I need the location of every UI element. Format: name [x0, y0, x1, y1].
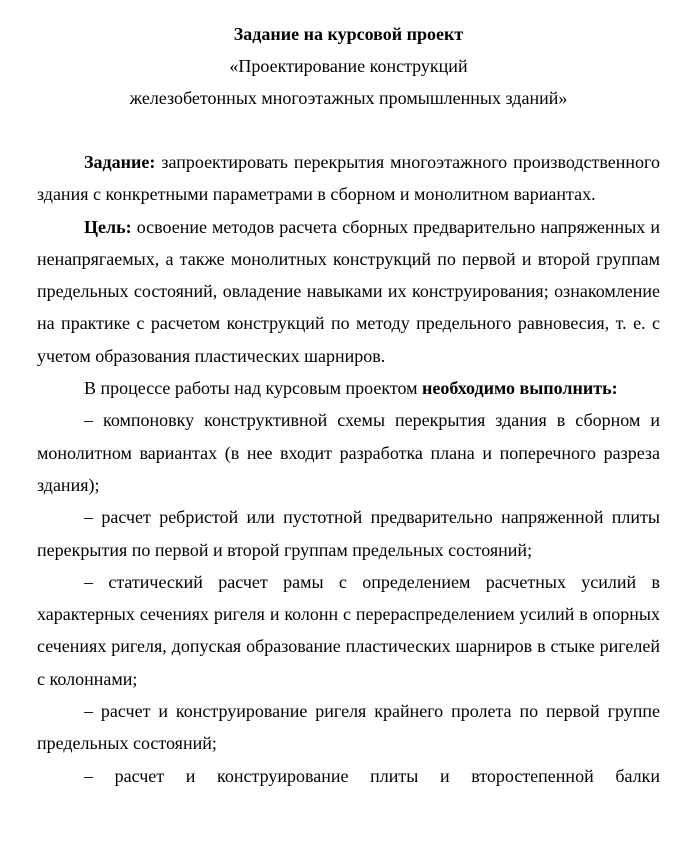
requirements-intro-bold: необходимо выполнить: — [422, 378, 618, 399]
document-subtitle-line-1: «Проектирование конструкций — [229, 56, 468, 76]
task-text: запроектировать перекрытия многоэтажного производственного здания с конкретными параметрами в сборном и монолитном вариантах. — [37, 152, 660, 205]
task-paragraph — [37, 146, 660, 211]
goal-text: освоение методов расчета сборных предварительно напряженных и ненапрягаемых, а также монолитных конструкций по первой и второй группам предельных состояний, овладение навыками их конструирования; ознакомление на практике с расчетом конструкций по методу предельного равновесия, т. е. с учетом образования пластических шарниров. — [37, 216, 660, 366]
document-subtitle-line-2: железобетонных многоэтажных промышленных зданий» — [129, 88, 568, 108]
requirement-item: – статический расчет рамы с определением расчетных усилий в характерных сечениях ригеля и колонн с перераспределением усилий в опорных сечениях ригеля, допуская образование пластических шарниров в стыке ригелей с колоннами; — [37, 571, 660, 689]
requirements-intro — [37, 372, 660, 404]
requirement-item: – расчет ребристой или пустотной предварительно напряженной плиты перекрытия по первой и второй группам предельных состояний; — [37, 507, 660, 560]
document-header — [37, 18, 660, 114]
requirements-intro-text: В процессе работы над курсовым проектом — [84, 378, 423, 399]
requirement-item: – расчет и конструирование ригеля крайнего пролета по первой группе предельных состояний; — [37, 701, 660, 754]
goal-label: Цель: — [84, 216, 132, 237]
requirement-item: – расчет и конструирование плиты и второстепенной балки — [84, 765, 660, 786]
goal-paragraph — [37, 211, 660, 372]
requirement-item: – компоновку конструктивной схемы перекрытия здания в сборном и монолитном вариантах (в нее входит разработка плана и поперечного разреза здания); — [37, 410, 660, 495]
document-title: Задание на курсовой проект — [233, 24, 464, 44]
task-label: Задание: — [84, 152, 156, 172]
